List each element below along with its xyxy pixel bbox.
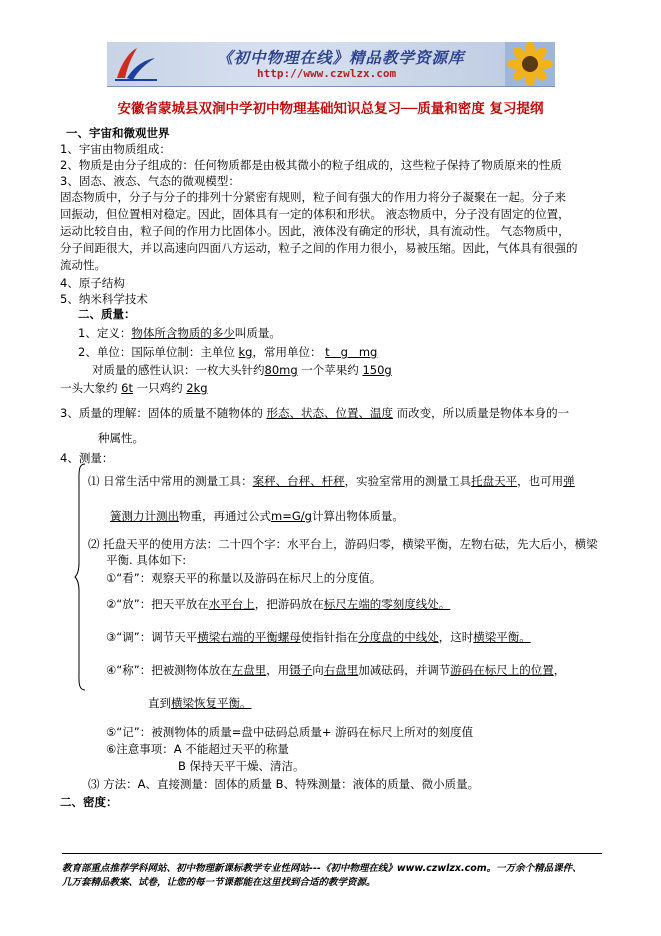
underlined-answer: 簧测力计测出 xyxy=(110,509,179,523)
section-heading-density: 二、密度： xyxy=(60,795,118,809)
underlined-answer: 分度盘的中线处 xyxy=(358,630,439,644)
understanding-line xyxy=(60,405,569,421)
underlined-answer: 6t xyxy=(121,381,133,395)
underlined-answer: 右盘里 xyxy=(323,663,359,677)
measurement-heading: 4、测量： xyxy=(60,451,114,465)
brace-icon xyxy=(74,463,86,691)
text: ， xyxy=(553,663,566,677)
paragraph-line: 运动比较自由，粒子间的作用力比固体小。因此，液体没有确定的形状，具有流动性。 气态物质中， xyxy=(60,224,570,238)
attention-line-2: B 保持天平干燥、清洁。 xyxy=(178,759,305,773)
underlined-answer: 80mg xyxy=(264,363,298,377)
text: ，用 xyxy=(266,663,290,677)
step-adjust xyxy=(106,629,531,645)
document-title: 安徽省蒙城县双涧中学初中物理基础知识总复习──质量和密度 复习提纲 xyxy=(117,101,544,117)
underlined-answer: 横梁恢复平衡。 xyxy=(171,696,252,710)
text: ②“放”：把天平放在 xyxy=(106,597,209,611)
text: 3、质量的理解：固体的质量不随物体的 xyxy=(60,406,263,420)
text: 加减砝码，并调节 xyxy=(358,663,451,677)
text: 一个苹果约 xyxy=(301,363,359,377)
underlined-answer: 150g xyxy=(362,363,392,377)
text: 2、单位：国际单位制：主单位 xyxy=(78,345,235,359)
item-1: 1、宇宙由物质组成： xyxy=(60,142,171,156)
step-weigh xyxy=(106,662,565,678)
balance-method-line-2: 平衡. 具体如下: xyxy=(106,553,187,567)
text: ⑴ 日常生活中常用的测量工具： xyxy=(88,474,253,488)
underlined-answer: t g mg xyxy=(325,345,378,359)
paragraph-line: 回振动，但位置相对稳定。因此，固体具有一定的体积和形状。 液态物质中，分子没有固定的位置， xyxy=(60,207,570,221)
text: 直到 xyxy=(148,696,171,710)
logo-icon xyxy=(111,44,159,84)
balance-method-line: ⑵ 托盘天平的使用方法：二十四个字：水平台上，游码归零，横梁平衡，左物右砝，先大后小，横梁 xyxy=(88,537,598,551)
attention-line: ⑥注意事项：A 不能超过天平的称量 xyxy=(106,742,289,756)
underlined-answer: 横梁平衡。 xyxy=(473,630,531,644)
paragraph-line: 分子间距很大，并以高速向四面八方运动，粒子之间的作用力很小，易被压缩。因此，气体具有很强的 xyxy=(60,241,578,255)
unit-line xyxy=(78,344,377,360)
text: ，也可用 xyxy=(517,474,564,488)
step-place xyxy=(106,596,450,612)
text: 一只鸡约 xyxy=(136,381,183,395)
text: 使指针指在 xyxy=(300,630,359,644)
section-heading-mass: 二、质量： xyxy=(78,307,136,321)
underlined-answer: 托盘天平 xyxy=(471,474,518,488)
item-5: 5、纳米科学技术 xyxy=(60,292,148,306)
tools-line xyxy=(88,473,575,489)
footer-line: 几万套精品教案、试卷，让您的每一节课都能在这里找到合适的教学资源。 xyxy=(62,877,376,888)
text: 叫质量。 xyxy=(234,326,281,340)
tools-line-2 xyxy=(110,508,404,524)
text: ，这时 xyxy=(438,630,474,644)
underlined-answer: 2kg xyxy=(186,381,208,395)
underlined-answer: 形态、状态、位置、温度 xyxy=(266,406,393,420)
sense-line-2 xyxy=(60,380,208,396)
text: 物重，再通过公式 xyxy=(179,509,271,523)
step-look: ①“看”：观察天平的称量以及游码在标尺上的分度值。 xyxy=(106,571,382,585)
text: 向 xyxy=(312,663,324,677)
underlined-answer: kg xyxy=(238,345,253,359)
method-line: ⑶ 方法：A、直接测量：固体的质量 B、特殊测量：液体的质量、微小质量。 xyxy=(88,777,480,791)
underlined-answer: 水平台上 xyxy=(208,597,255,611)
item-3: 3、固态、液态、气态的微观模型： xyxy=(60,174,240,188)
underlined-answer: 左盘里 xyxy=(231,663,267,677)
text: 1、定义： xyxy=(78,326,132,340)
sunflower-icon xyxy=(505,42,555,86)
footer-divider xyxy=(62,853,602,854)
understanding-line-2: 种属性。 xyxy=(98,431,144,445)
item-2: 2、物质是由分子组成的：任何物质都是由极其微小的粒子组成的，这些粒子保持了物质原来的性质 xyxy=(60,158,562,172)
step-weigh-2 xyxy=(148,695,252,711)
text: 而改变，所以质量是物体本身的一 xyxy=(396,406,570,420)
header-banner xyxy=(107,42,555,87)
underlined-answer: 案秤、台秤、杆秤 xyxy=(252,474,345,488)
underlined-answer: 弹 xyxy=(563,474,575,488)
underlined-answer: 标尺左端的零刻度线处。 xyxy=(323,597,451,611)
underlined-answer: 镊子 xyxy=(289,663,313,677)
paragraph-line: 流动性。 xyxy=(60,258,106,272)
text: ④“称”：把被测物体放在 xyxy=(106,663,232,677)
underlined-answer: 横梁右端的平衡螺母 xyxy=(197,630,301,644)
text: 一头大象约 xyxy=(60,381,118,395)
text: ，实验室常用的测量工具 xyxy=(344,474,472,488)
text: 对质量的感性认识：一枚大头针约 xyxy=(92,363,265,377)
sense-line xyxy=(92,362,392,378)
text: 计算出物体质量。 xyxy=(311,509,404,523)
definition-line xyxy=(78,325,281,341)
text: ，常用单位： xyxy=(252,345,322,359)
section-heading-universe: 一、宇宙和微观世界 xyxy=(66,126,170,140)
underlined-answer: 物体所含物质的多少 xyxy=(131,326,235,340)
item-4: 4、原子结构 xyxy=(60,276,125,290)
text: ，把游码放在 xyxy=(254,597,324,611)
footer-line: 教育部重点推荐学科网站、初中物理新课标教学专业性网站---《初中物理在线》www.czwlzx.com。一万余个精品课件、 xyxy=(62,863,582,874)
text: ③“调”：调节天平 xyxy=(106,630,198,644)
banner-title: 《初中物理在线》精品教学资源库 xyxy=(217,48,465,67)
underlined-answer: 游码在标尺上的位置 xyxy=(450,663,554,677)
paragraph-line: 固态物质中，分子与分子的排列十分紧密有规则，粒子间有强大的作用力将分子凝聚在一起。分子来 xyxy=(60,190,566,204)
underlined-answer: m=G/g xyxy=(271,509,312,523)
banner-url: http://www.czwlzx.com xyxy=(257,67,397,80)
step-record: ⑤“记”：被测物体的质量=盘中砝码总质量+ 游码在标尺上所对的刻度值 xyxy=(106,725,474,739)
